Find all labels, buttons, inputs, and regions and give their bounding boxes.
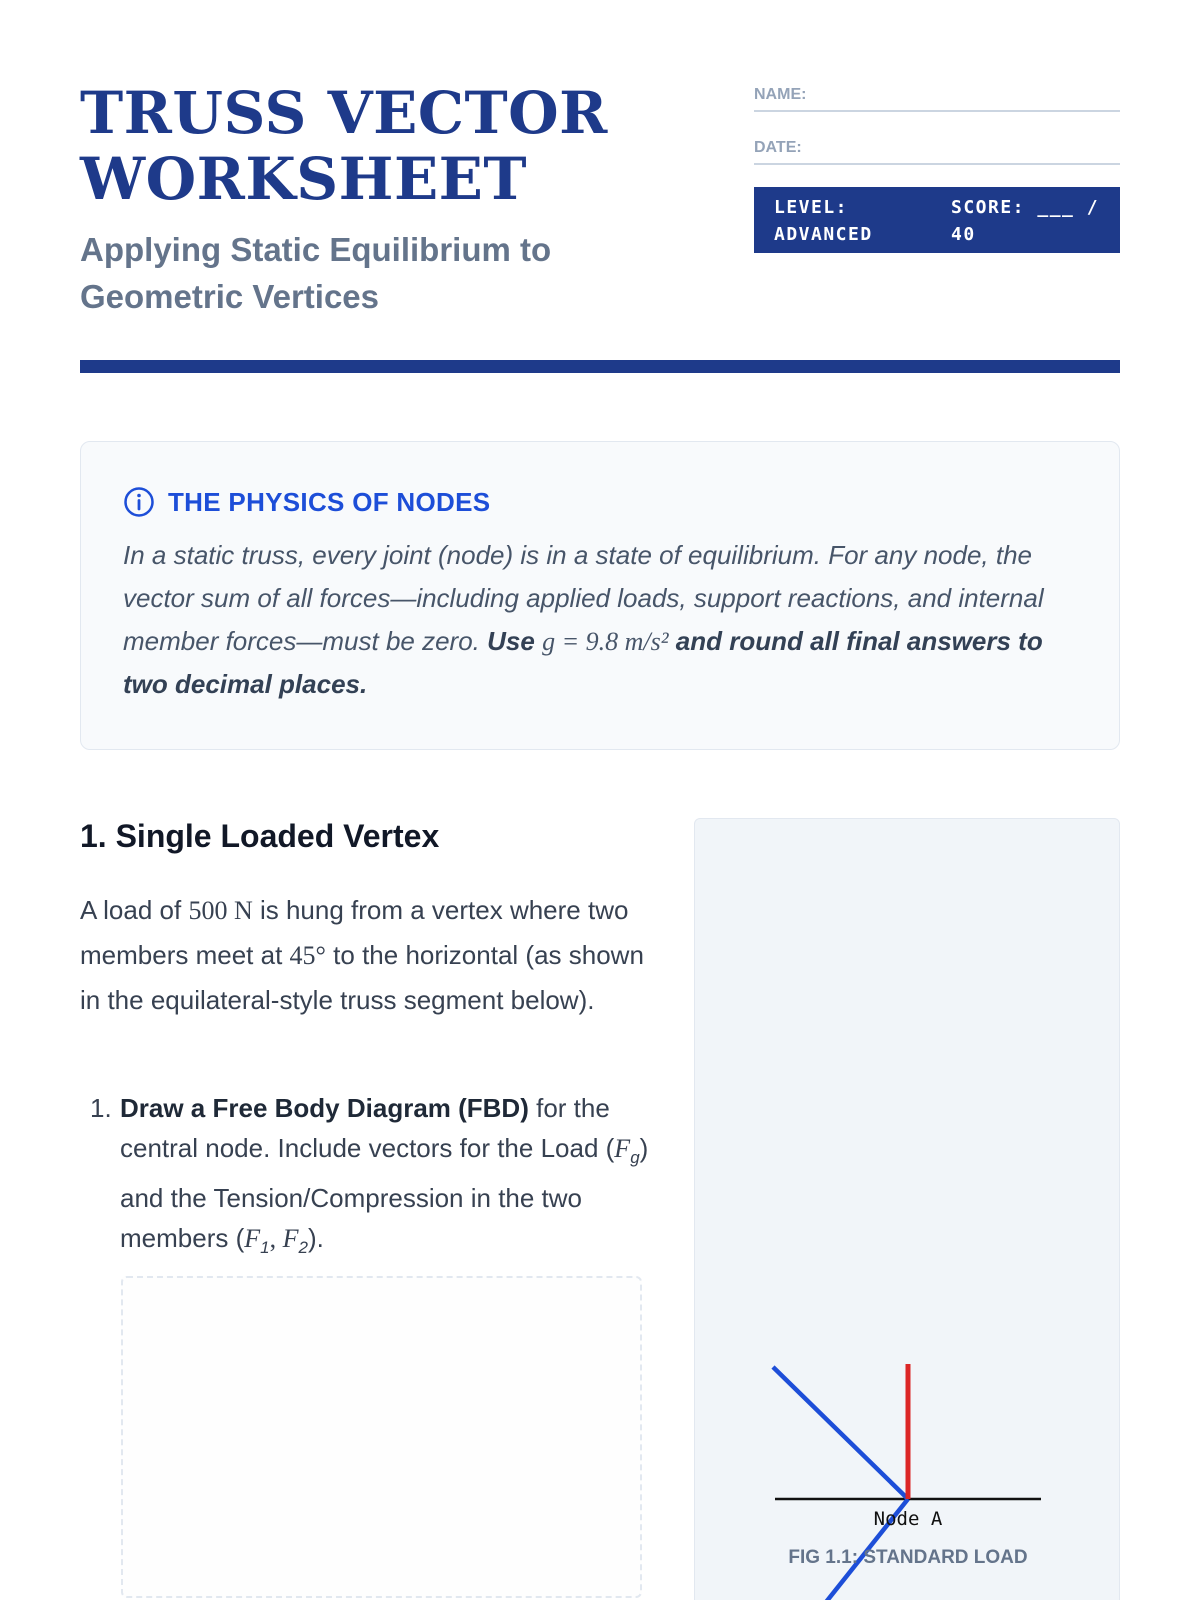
info-bold-prefix: Use [487,626,535,656]
load-symbol: F [614,1134,631,1163]
name-label: NAME: [754,86,807,103]
comma: , [269,1224,283,1253]
info-body [123,534,1083,706]
title-line-1: TRUSS VECTOR [80,79,608,147]
figure-caption: FIG 1.1: STANDARD LOAD [788,1547,1028,1568]
info-heading: THE PHYSICS OF NODES [168,486,491,517]
angle-value: 45° [289,941,326,970]
worksheet-subtitle: Applying Static Equilibrium to Geometric Vertices [80,231,552,315]
name-field[interactable] [754,82,1120,112]
list-item-text: ) and the Tension/Compression in the two members ( [120,1133,649,1253]
list-item [120,1088,650,1268]
list-item-number: 1. [90,1093,112,1123]
worksheet-title [80,80,700,212]
info-icon [123,486,155,518]
q1-text-part: to the horizontal (as shown in the equilateral-style truss segment below). [80,940,644,1015]
list-item-text: ). [307,1223,324,1253]
truss-diagram [695,819,1120,1600]
f1-subscript: 1 [260,1238,270,1257]
date-label: DATE: [754,139,802,156]
info-body-text: In a static truss, every joint (node) is in a state of equilibrium. For any node, the vector sum of all forces—including applied loads, support reactions, and internal member forces—must be zero. [123,540,1044,656]
question-1-text [80,888,650,1022]
truss-member-1 [773,1367,908,1499]
score-label: SCORE: ___ / 40 [951,197,1100,245]
header-divider [80,360,1120,373]
list-item-bold: Draw a Free Body Diagram (FBD) [120,1093,529,1123]
f1-symbol: F [244,1224,261,1253]
level-label: LEVEL: ADVANCED [774,197,873,245]
physics-info-callout [80,441,1120,750]
load-value: 500 N [188,896,253,925]
figure-panel [694,818,1120,1600]
f2-subscript: 2 [298,1238,308,1257]
title-line-2: WORKSHEET [80,145,528,213]
level-score-box [754,187,1120,253]
question-1-title: 1. Single Loaded Vertex [80,818,440,854]
list-item-text: for the central node. Include vectors for the Load ( [120,1093,615,1163]
info-bold-suffix: and round all final answers to two decimal places. [123,626,1043,699]
f2-symbol: F [282,1224,299,1253]
date-field[interactable] [754,135,1120,165]
load-subscript: g [630,1148,640,1167]
info-heading-row [123,486,490,518]
fbd-drawing-area[interactable] [121,1276,642,1598]
q1-text-part: is hung from a vertex where two members meet at [80,895,629,970]
gravity-formula: g = 9.8 m/s² [542,627,669,656]
q1-text-part: A load of [80,895,182,925]
node-label: Node A [873,1508,943,1530]
